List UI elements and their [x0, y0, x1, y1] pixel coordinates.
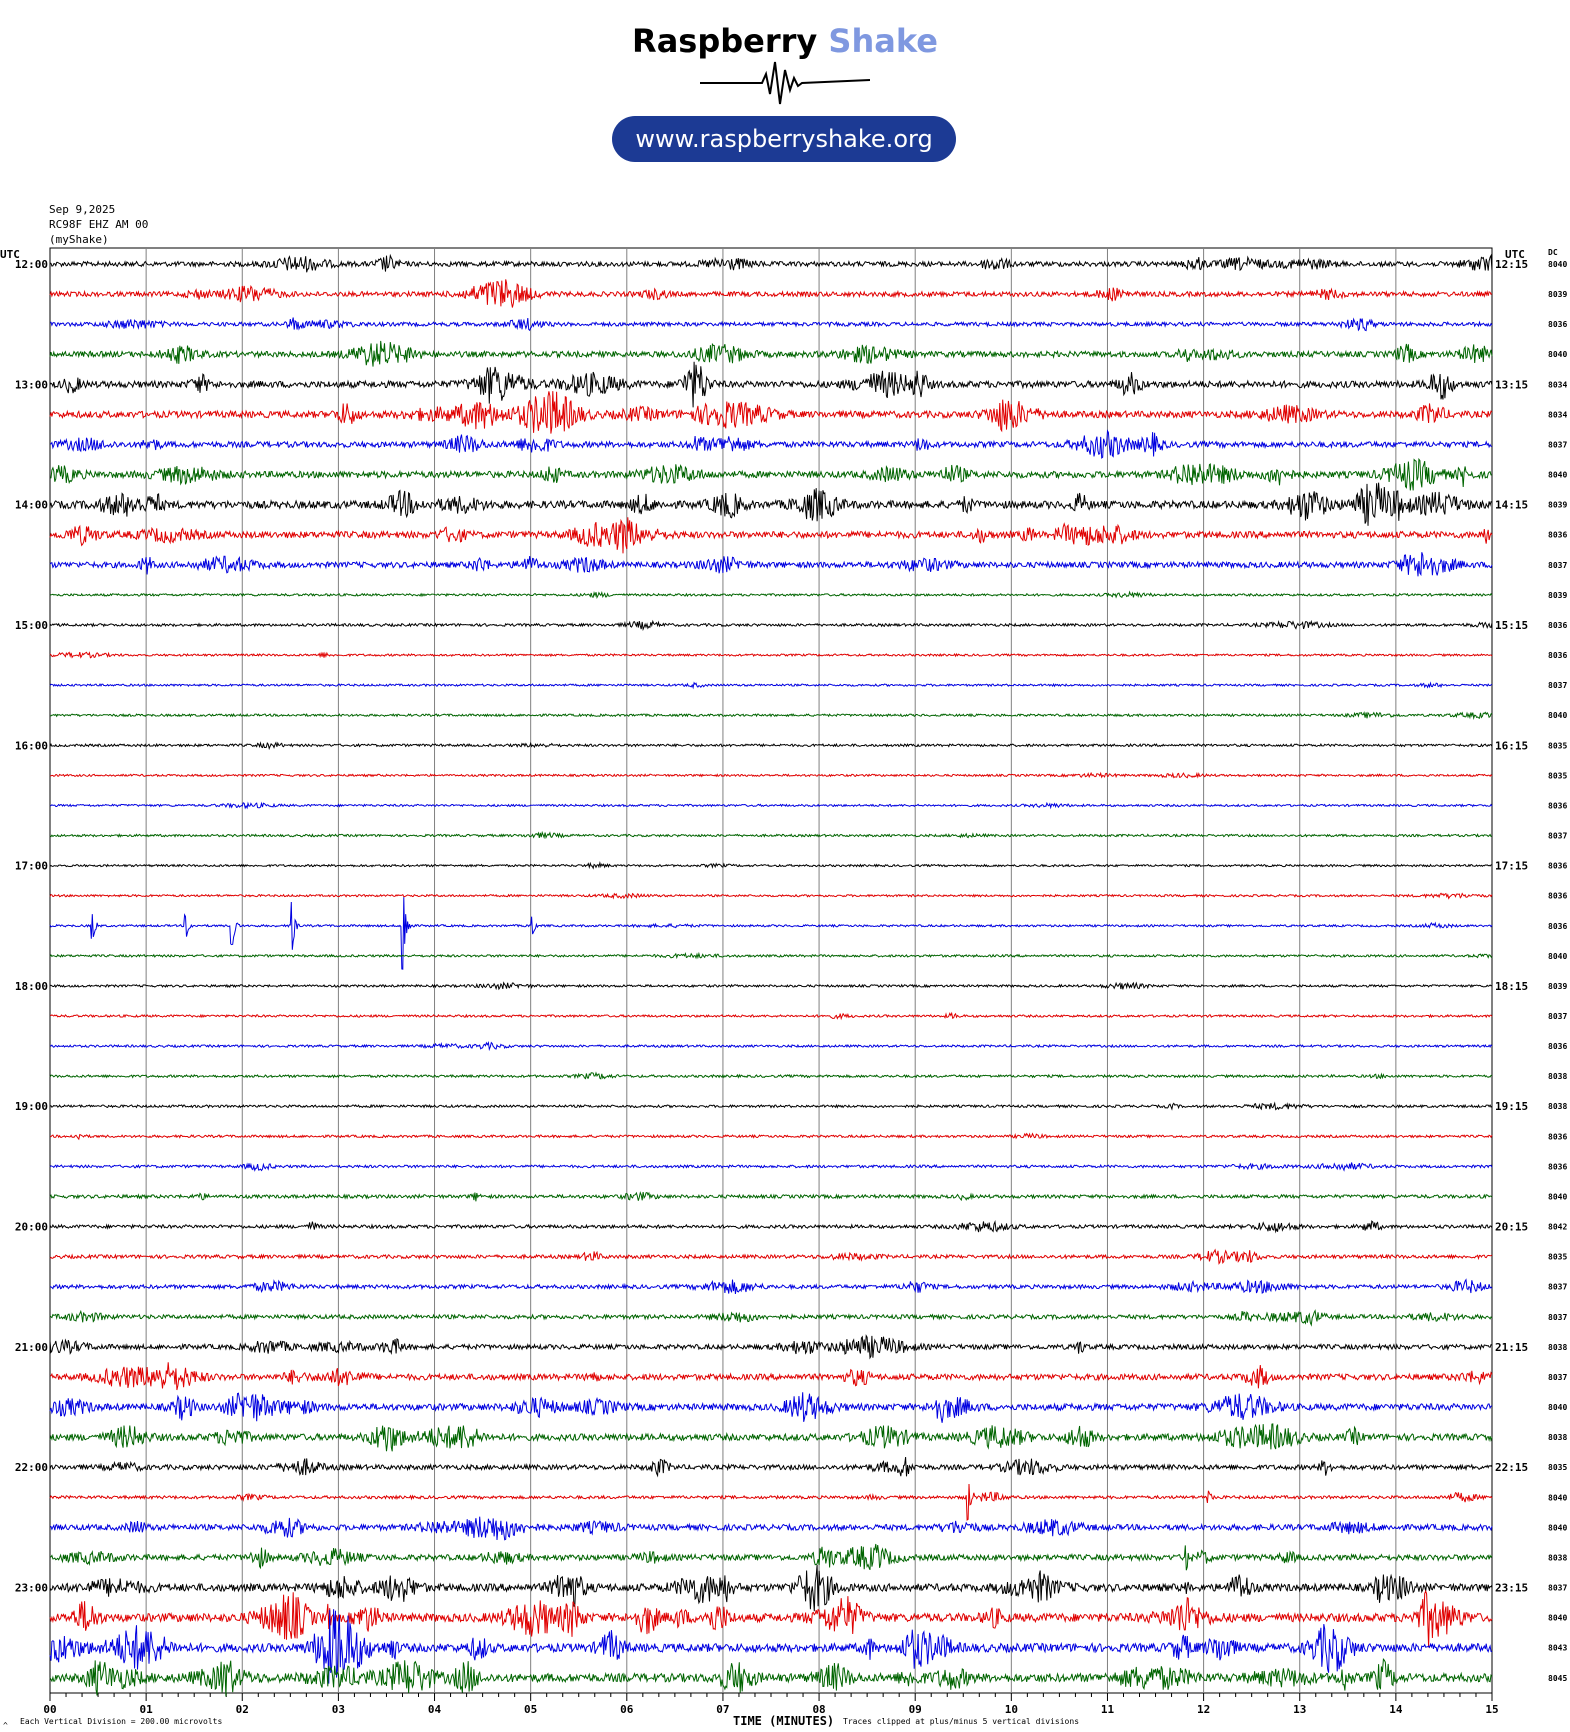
seismic-trace — [50, 621, 1492, 629]
seismic-trace — [50, 652, 1492, 658]
seismic-trace — [50, 1484, 1492, 1520]
x-tick-label: 10 — [1004, 1703, 1018, 1716]
dc-value: 8036 — [1548, 530, 1568, 540]
x-tick-label: 13 — [1293, 1703, 1307, 1716]
dc-value: 8037 — [1548, 1583, 1568, 1593]
dc-value: 8040 — [1548, 350, 1568, 360]
x-tick-label: 03 — [331, 1703, 346, 1716]
x-tick-label: 09 — [908, 1703, 922, 1716]
dc-value: 8036 — [1548, 620, 1568, 630]
dc-value: 8039 — [1548, 290, 1568, 300]
dc-value: 8037 — [1548, 1282, 1568, 1292]
seismic-trace — [50, 1362, 1492, 1390]
seismic-trace — [50, 1392, 1492, 1423]
dc-value: 8040 — [1548, 470, 1568, 480]
left-hour-label: 22:00 — [14, 1461, 48, 1475]
website-link[interactable]: www.raspberryshake.org — [612, 116, 956, 162]
seismic-trace — [50, 1311, 1492, 1325]
dc-value: 8040 — [1548, 1403, 1568, 1413]
dc-value: 8040 — [1548, 1192, 1568, 1202]
dc-value: 8037 — [1548, 560, 1568, 570]
seismic-trace — [50, 954, 1492, 958]
brand-part2: Shake — [828, 22, 938, 60]
seismic-trace — [50, 1250, 1492, 1264]
x-tick-label: 12 — [1196, 1703, 1211, 1716]
dc-value: 8040 — [1548, 1493, 1568, 1503]
seismic-trace — [50, 459, 1492, 490]
seismic-trace — [50, 1192, 1492, 1201]
right-hour-label: 23:15 — [1495, 1581, 1529, 1595]
seismic-trace — [50, 592, 1492, 597]
dc-value: 8036 — [1548, 921, 1568, 931]
right-hour-label: 17:15 — [1495, 859, 1529, 873]
seismic-trace — [50, 1457, 1492, 1476]
meta-date: Sep 9,2025 — [49, 203, 116, 216]
dc-value: 8038 — [1548, 1072, 1568, 1082]
seismic-trace — [50, 803, 1492, 808]
x-tick-label: 05 — [524, 1703, 538, 1716]
seismic-trace — [50, 893, 1492, 898]
dc-value: 8035 — [1548, 741, 1568, 751]
dc-value: 8036 — [1548, 1162, 1568, 1172]
x-tick-label: 07 — [716, 1703, 730, 1716]
right-hour-label: 13:15 — [1495, 378, 1529, 392]
left-hour-label: 15:00 — [14, 618, 48, 632]
x-tick-label: 02 — [235, 1703, 249, 1716]
left-hour-label: 16:00 — [14, 739, 48, 753]
meta-network: (myShake) — [49, 233, 109, 246]
seismic-trace — [50, 743, 1492, 749]
chart-labels — [0, 248, 1567, 1730]
seismic-trace — [50, 517, 1492, 553]
left-hour-label: 18:00 — [14, 979, 48, 993]
x-tick-label: 15 — [1485, 1703, 1499, 1716]
dc-value: 8036 — [1548, 651, 1568, 661]
seismic-trace — [50, 1073, 1492, 1079]
seismic-trace — [50, 1221, 1492, 1232]
seismic-trace — [50, 362, 1492, 408]
footer-scale-note: Each Vertical Division = 200.00 microvolts — [20, 1717, 223, 1726]
dc-value: 8038 — [1548, 1433, 1568, 1443]
dc-value: 8036 — [1548, 801, 1568, 811]
seismic-trace — [50, 341, 1492, 367]
right-hour-label: 16:15 — [1495, 739, 1529, 753]
seismic-trace — [50, 1163, 1492, 1171]
dc-value: 8036 — [1548, 1132, 1568, 1142]
x-tick-label: 11 — [1100, 1703, 1115, 1716]
footer-mark: ^ — [3, 1721, 8, 1730]
dc-value: 8034 — [1548, 380, 1568, 390]
seismic-trace — [50, 983, 1492, 990]
seismic-trace — [50, 483, 1492, 526]
dc-value: 8040 — [1548, 711, 1568, 721]
footer-clip-note: Traces clipped at plus/minus 5 vertical divisions — [843, 1717, 1080, 1726]
dc-value: 8040 — [1548, 1613, 1568, 1623]
left-hour-label: 12:00 — [14, 258, 48, 271]
dc-value: 8039 — [1548, 500, 1568, 510]
x-axis-title: TIME (MINUTES) — [733, 1714, 835, 1728]
seismic-trace — [50, 1544, 1492, 1570]
seismic-trace — [50, 712, 1492, 718]
seismic-trace — [50, 1336, 1492, 1358]
chart-traces — [50, 256, 1492, 1697]
x-tick-label: 01 — [139, 1703, 153, 1716]
left-hour-label: 19:00 — [14, 1100, 48, 1114]
seismic-trace — [50, 1565, 1492, 1611]
dc-value: 8037 — [1548, 1012, 1568, 1021]
chart-grid — [50, 248, 1492, 1701]
right-hour-label: 15:15 — [1495, 618, 1529, 632]
x-tick-label: 08 — [812, 1703, 826, 1716]
dc-value: 8037 — [1548, 440, 1568, 450]
left-hour-label: 20:00 — [14, 1220, 48, 1234]
right-hour-label: 12:15 — [1495, 258, 1529, 271]
dc-value: 8037 — [1548, 681, 1568, 691]
dc-value: 8039 — [1548, 981, 1568, 991]
dc-value: 8037 — [1548, 1312, 1568, 1322]
seismic-trace — [50, 863, 1492, 868]
right-hour-label: 18:15 — [1495, 979, 1529, 993]
left-axis-label: UTC — [0, 248, 20, 261]
meta-station: RC98F EHZ AM 00 — [49, 218, 149, 231]
dc-value: 8038 — [1548, 1342, 1568, 1352]
dc-value: 8035 — [1548, 1463, 1568, 1473]
x-tick-label: 00 — [43, 1703, 57, 1716]
left-hour-label: 23:00 — [14, 1581, 48, 1595]
seismic-trace — [50, 833, 1492, 838]
seismic-trace — [50, 431, 1492, 458]
seismic-trace — [50, 1043, 1492, 1050]
x-tick-label: 14 — [1389, 1703, 1403, 1716]
dc-value: 8035 — [1548, 771, 1568, 781]
dc-value: 8040 — [1548, 260, 1568, 269]
x-tick-label: 04 — [427, 1703, 442, 1716]
dc-value: 8036 — [1548, 861, 1568, 871]
right-hour-label: 20:15 — [1495, 1220, 1529, 1234]
right-hour-label: 14:15 — [1495, 498, 1529, 512]
seismic-trace — [50, 391, 1492, 433]
seismic-trace — [50, 683, 1492, 688]
dc-value: 8042 — [1548, 1222, 1568, 1232]
dc-value: 8040 — [1548, 951, 1568, 961]
seismic-trace — [50, 1134, 1492, 1140]
seismic-trace — [50, 279, 1492, 307]
left-hour-label: 13:00 — [14, 378, 48, 392]
dc-value: 8035 — [1548, 1252, 1568, 1262]
dc-value: 8037 — [1548, 831, 1568, 841]
dc-value: 8038 — [1548, 1102, 1568, 1112]
seismic-trace — [50, 1517, 1492, 1540]
left-hour-label: 21:00 — [14, 1340, 48, 1354]
dc-value: 8040 — [1548, 1523, 1568, 1533]
dc-value: 8036 — [1548, 891, 1568, 901]
x-tick-label: 06 — [620, 1703, 634, 1716]
brand-part1: Raspberry — [632, 22, 818, 60]
dc-value: 8036 — [1548, 320, 1568, 330]
seismic-trace — [50, 552, 1492, 576]
dc-value: 8037 — [1548, 1372, 1568, 1382]
seismic-trace — [50, 1424, 1492, 1451]
dc-value: 8045 — [1548, 1673, 1568, 1683]
dc-label: DC — [1548, 248, 1558, 257]
seismic-trace — [50, 1103, 1492, 1109]
right-axis-label: UTC — [1505, 248, 1525, 261]
right-hour-label: 22:15 — [1495, 1461, 1529, 1475]
seismic-trace — [50, 1591, 1492, 1647]
left-hour-label: 17:00 — [14, 859, 48, 873]
seismic-trace — [50, 897, 1492, 969]
seismic-trace — [50, 1013, 1492, 1018]
dc-value: 8034 — [1548, 410, 1568, 420]
seismic-trace — [50, 318, 1492, 331]
dc-value: 8039 — [1548, 590, 1568, 600]
left-hour-label: 14:00 — [14, 498, 48, 512]
seismic-trace — [50, 256, 1492, 273]
dc-value: 8043 — [1548, 1643, 1568, 1653]
right-hour-label: 19:15 — [1495, 1100, 1529, 1114]
right-hour-label: 21:15 — [1495, 1340, 1529, 1354]
seismic-trace — [50, 773, 1492, 778]
dc-value: 8036 — [1548, 1042, 1568, 1052]
seismic-trace — [50, 1659, 1492, 1696]
seismic-trace — [50, 1280, 1492, 1294]
plot-frame — [50, 248, 1492, 1693]
dc-value: 8038 — [1548, 1553, 1568, 1563]
